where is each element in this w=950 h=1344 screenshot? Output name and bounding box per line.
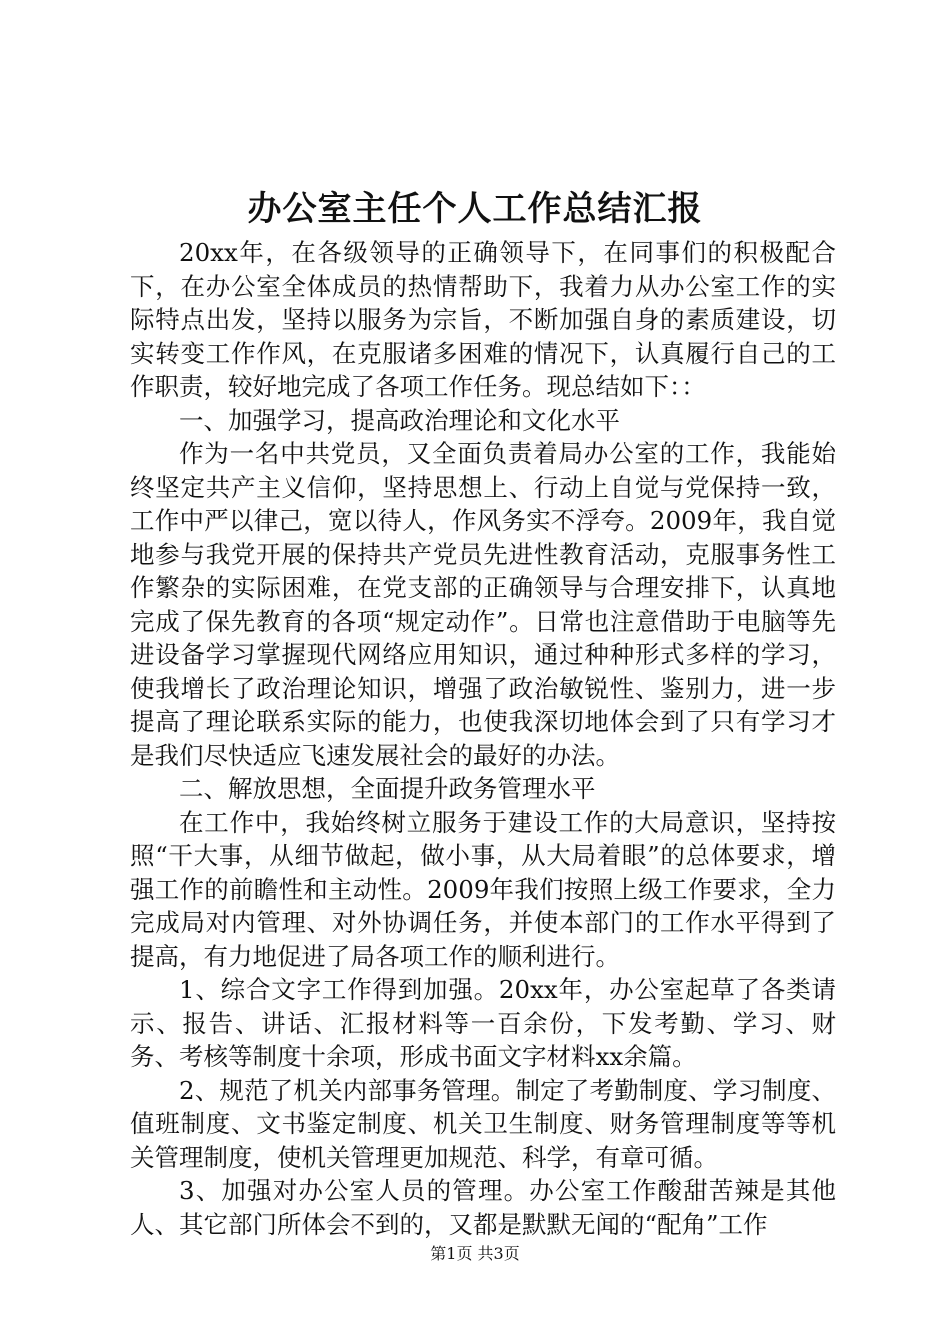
section-heading-2: 二、解放思想，全面提升政务管理水平 [179,774,596,803]
document-title: 办公室主任个人工作总结汇报 [247,189,703,229]
paragraph-intro: 20xx年，在各级领导的正确领导下，在同事们的积极配合下，在办公室全体成员的热情帮助下，我着力从办公室工作的实际特点出发，坚持以服务为宗旨，不断加强自身的素质建设，切实转变工作作风，在克服诸多困难的情况下，认真履行自己的工作职责，较好地完成了各项工作任务。现总结如下：： [130,238,836,401]
list-item-2: 2、规范了机关内部事务管理。制定了考勤制度、学习制度、值班制度、文书鉴定制度、机关卫生制度、财务管理制度等等机关管理制度，使机关管理更加规范、科学，有章可循。 [130,1075,836,1172]
list-item-3: 3、加强对办公室人员的管理。办公室工作酸甜苦辣是其他人、其它部门所体会不到的，又都是默默无闻的“配角”工作 [130,1176,836,1239]
section-heading-1: 一、加强学习，提高政治理论和文化水平 [179,405,620,435]
list-item-1: 1、综合文字工作得到加强。20xx年，办公室起草了各类请示、报告、讲话、汇报材料等一百余份，下发考勤、学习、财务、考核等制度十余项，形成书面文字材料xx余篇。 [130,975,836,1071]
paragraph-section-2: 在工作中，我始终树立服务于建设工作的大局意识，坚持按照“干大事，从细节做起，做小事，从大局着眼”的总体要求，增强工作的前瞻性和主动性。2009年我们按照上级工作要求，全力完成局对内管理、对外协调任务，并使本部门的工作水平得到了提高，有力地促进了局各项工作的顺利进行。 [130,807,836,971]
paragraph-section-1: 作为一名中共党员，又全面负责着局办公室的工作，我能始终坚定共产主义信仰，坚持思想上、行动上自觉与党保持一致，工作中严以律己，宽以待人，作风务实不浮夸。2009年，我自觉地参与我党开展的保持共产党员先进性教育活动，克服事务性工作繁杂的实际困难，在党支部的正确领导与合理安排下，认真地完成了保先教育的各项“规定动作”。日常也注意借助于电脑等先进设备学习掌握现代网络应用知识，通过种种形式多样的学习，使我增长了政治理论知识，增强了政治敏锐性、鉴别力，进一步提高了理论联系实际的能力，也使我深切地体会到了只有学习才是我们尽快适应飞速发展社会的最好的办法。 [130,439,836,770]
page-footer: 第1页 共3页 [430,1244,520,1263]
document-body [130,236,836,1241]
